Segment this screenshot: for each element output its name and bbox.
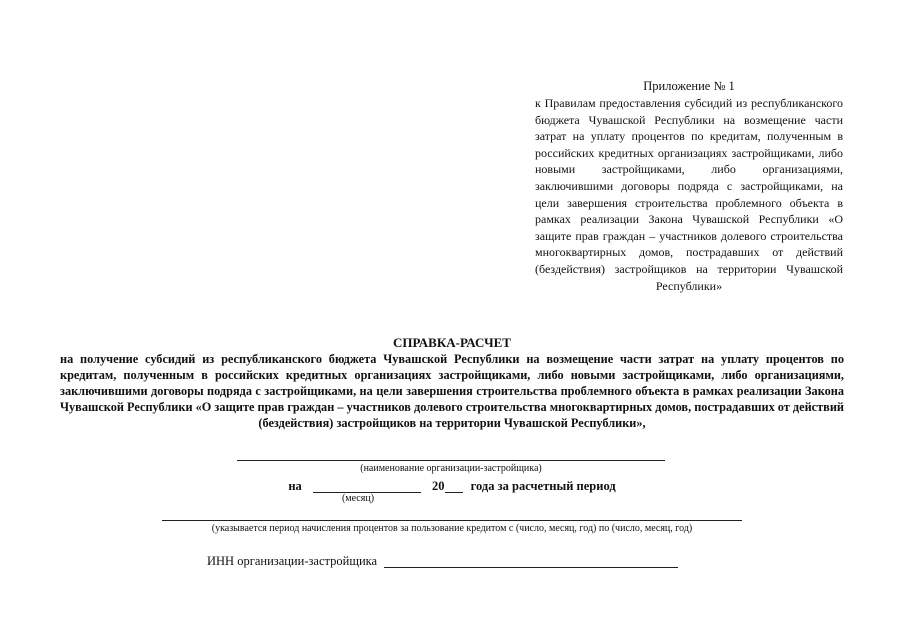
organization-name-caption: (наименование организации-застройщика)	[360, 463, 542, 474]
appendix-text: к Правилам предоставления субсидий из республиканского бюджета Чувашской Республики на возмещение части затрат на уплату процентов по кредитам, полученным в российских кредитных организациях застройщиками, либо новыми застройщиками, либо организациями, заключившими договоры подряда с застройщиками, на цели завершения строительства проблемного объекта в рамках реализации Закона Чувашской Республики «О защите прав граждан – участников долевого строительства многоквартирных домов, пострадавших от действий (бездействия) застройщиков на территории Чувашской Республики»	[535, 96, 843, 293]
month-caption: (месяц)	[341, 493, 375, 504]
organization-name-blank	[237, 460, 665, 461]
period-prefix: на	[288, 479, 302, 493]
document-title: СПРАВКА-РАСЧЕТ	[393, 335, 511, 350]
inn-blank	[384, 555, 678, 568]
appendix-title: Приложение № 1	[643, 79, 735, 93]
month-blank	[313, 480, 421, 493]
period-caption: (указывается период начисления процентов за пользование кредитом с (число, месяц, год) по (число, месяц, год)	[211, 523, 693, 534]
period-suffix: года за расчетный период	[470, 479, 616, 493]
period-blank	[162, 520, 742, 521]
year-prefix: 20	[432, 479, 445, 493]
inn-label: ИНН организации-застройщика	[207, 554, 378, 568]
inn-row	[207, 553, 678, 569]
document-subtitle: на получение субсидий из республиканского бюджета Чувашской Республики на возмещение части затрат на уплату процентов по кредитам, полученным в российских кредитных организациях застройщиками, либо новыми застройщиками, либо организациями, заключившими договоры подряда с застройщиками, на цели завершения строительства проблемного объекта в рамках реализации Закона Чувашской Республики «О защите прав граждан – участников долевого строительства многоквартирных домов, пострадавших от действий (бездействия) застройщиков на территории Чувашской Республики»,	[60, 352, 844, 430]
period-row	[60, 478, 844, 494]
year-blank	[445, 480, 463, 493]
